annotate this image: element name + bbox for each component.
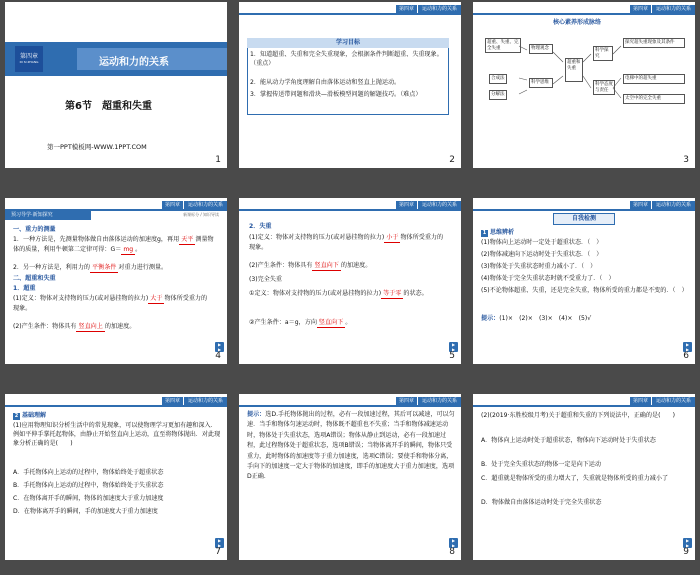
slide-header: 第四章 运动和力的关系 [630, 396, 695, 405]
judge-5: (5)不论物体超重、失重，还是完全失重，物体所受的重力都是不变的．（ ） [481, 287, 688, 294]
preview-tab[interactable]: 预习导学·新知探究 [5, 211, 91, 220]
para-overweight-cond: (2)产生条件：物体具有 竖直向上 的加速度。 [13, 322, 213, 332]
header-band [239, 209, 461, 211]
heading-gravity-measure: 一、重力的测量 [13, 226, 56, 233]
judge-3: (3)物体处于失重状态时重力减小了．（ ） [481, 263, 597, 270]
slide-number: 1 [215, 155, 221, 165]
objectives-title: 学习目标 [247, 38, 449, 48]
header-band [473, 209, 695, 211]
option-c: C．在物体离开手的瞬间，物体的加速度大于重力加速度 [13, 495, 164, 502]
judge-2: (2)物体减速向下运动时处于失重状态．（ ） [481, 251, 603, 258]
slide-5[interactable] [239, 198, 461, 364]
basic-tag: 2 基础理解 [14, 412, 47, 419]
heading-overweight: 二、超重和失重 [13, 275, 56, 282]
slide-number: 2 [449, 155, 455, 165]
node-c1: 物理观念 [529, 44, 553, 54]
slide-header: 第四章 运动和力的关系 [396, 4, 461, 13]
slide-header: 第四章 运动和力的关系 [162, 396, 227, 405]
concept-map [485, 32, 685, 122]
tag-icon: 2 [14, 413, 19, 419]
para-complete-cond: ②产生条件：a＝g，方向 竖直向下 。 [249, 318, 449, 328]
objective-3: 3．掌握传送带问题和滑块—滑板模型问题的解题技巧。（难点） [250, 91, 422, 98]
node-f3: 太空中的完全失重 [623, 94, 685, 104]
option-a: A．物体向上运动时处于超重状态，物体向下运动时处于失重状态 [481, 437, 656, 444]
para-weightless-cond: (2)产生条件：物体具有 竖直向下 的加速度。 [249, 261, 449, 271]
thinking-tag: 1 思维辨析 [482, 229, 515, 236]
slide-3[interactable] [473, 2, 695, 168]
header-band [239, 13, 461, 15]
slide-header: 第四章 运动和力的关系 [630, 4, 695, 13]
node-left2: 合成法 [489, 74, 507, 84]
footer-text: 第一PPT模板网-WWW.1PPT.COM [47, 143, 147, 151]
node-f2: 电梯中的超失重 [623, 74, 685, 84]
para-method-1: 1．一种方法是，先测量物体做自由落体运动的加速度g，再用 天平 测量物体的质量，利用牛顿第二定律可得：G＝ mg 。 [13, 235, 219, 255]
judge-1: (1)物体向上运动时一定处于超重状态．（ ） [481, 239, 603, 246]
header-band [239, 405, 461, 407]
section-title: 第6节 超重和失重 [65, 101, 152, 112]
header-band [473, 13, 695, 15]
tag-icon: 1 [482, 230, 487, 236]
nav-button[interactable]: ▶ ▶ [449, 538, 458, 548]
option-d: D．物体做自由落体运动时处于完全失重状态 [481, 499, 602, 506]
slide-4[interactable] [5, 198, 227, 364]
slide-header: 第四章 运动和力的关系 [162, 200, 227, 209]
option-c: C．超重就是物体所受的重力增大了，失重就是物体所受的重力减小了 [481, 475, 669, 482]
question-stem: (2)(2019·东胜校级月考)关于超重和失重的下列说法中，正确的是( ) [481, 412, 676, 419]
slide-2[interactable] [239, 2, 461, 168]
answer-explanation: 提示：选D.手托物体抛出的过程，必有一段加速过程，其后可以减速，可以匀速．当手和物体匀速运动时，物体既不超重也不失重；当手和物体减速运动时，物体处于失重状态，选项A错误；物体从静止到运动，必有一段加速过程，此过程物体处于超重状态，选项B错误；当物体离开手的瞬间，物体只受重力，此时物体的加速度等于重力加速度，选项C错误；要使手和物体分离，手向下的加速度一定大于物体的加速度，即手的加速度大于重力加速度，选项D正确． [247, 411, 455, 481]
slide-number: 8 [449, 547, 455, 557]
para-overweight-def: (1)定义：物体对支持物的压力(或对悬挂物的拉力) 大于 物体所受重力的现象。 [13, 295, 208, 313]
heading-overweight-1: 1．超重 [13, 285, 36, 292]
header-band [5, 405, 227, 407]
heading-weightless: 2．失重 [249, 223, 272, 230]
para-weightless-def: (1)定义：物体对支持物的压力(或对悬挂物的拉力) 小于 物体所受重力的现象。 [249, 234, 444, 252]
nav-button[interactable]: ▶ ▶ [683, 342, 692, 352]
node-r1: 科学探究 [593, 46, 613, 61]
slide-number: 6 [683, 351, 689, 361]
hint-line: 提示：(1)× (2)× (3)× (4)× (5)√ [481, 315, 592, 322]
question-stem: (1)应用物理知识分析生活中的常见现象，可以使物理学习更加有趣和深入．例如平伸手掌托起物体，由静止开始竖直向上运动，直至将物体抛出．对此现象分析正确的是( ) [13, 422, 221, 448]
nav-button[interactable]: ▶ ▶ [215, 342, 224, 352]
para-complete-def: ①定义：物体对支持物的压力(或对悬挂物的拉力) 等于零 的状态。 [249, 289, 449, 299]
chapter-title: 运动和力的关系 [99, 57, 169, 68]
slide-number: 3 [683, 155, 689, 165]
node-left1: 超重、失重、完全失重 [485, 38, 521, 53]
slide-9[interactable] [473, 394, 695, 560]
nav-button[interactable]: ▶ ▶ [683, 538, 692, 548]
preview-tab-right: 新课标分 / 知识导读 [183, 212, 219, 217]
para-method-2: 2．另一种方法是，利用力的 平衡条件 对重力进行测量。 [13, 263, 219, 273]
slide-number: 9 [683, 547, 689, 557]
option-d: D．在物体离开手的瞬间，手的加速度大于重力加速度 [13, 508, 158, 515]
slide-6[interactable] [473, 198, 695, 364]
node-center: 超重和失重 [565, 58, 583, 82]
nav-button[interactable]: ▶ ▶ [449, 342, 458, 352]
slide-8[interactable] [239, 394, 461, 560]
slide-number: 5 [449, 351, 455, 361]
option-a: A．手托物体向上运动的过程中，物体始终处于超重状态 [13, 469, 164, 476]
node-left3: 分解法 [489, 90, 507, 100]
header-band [473, 405, 695, 407]
chapter-badge: 第四章 DI SI ZHANG [15, 46, 43, 72]
heading-complete-weightless: (3)完全失重 [249, 276, 283, 283]
slide-header: 第四章 运动和力的关系 [630, 200, 695, 209]
judge-4: (4)物体处于完全失重状态时就不受重力了．（ ） [481, 275, 615, 282]
slide-header: 第四章 运动和力的关系 [396, 396, 461, 405]
slide-number: 7 [215, 547, 221, 557]
objective-1: 1．知道超重、失重和完全失重现象，会根据条件判断超重、失重现象。（重点） [250, 51, 443, 68]
self-check-title: 自我检测 [553, 213, 615, 225]
nav-button[interactable]: ▶ ▶ [215, 538, 224, 548]
slide-number: 4 [215, 351, 221, 361]
literacy-title: 核心素养形成脉络 [553, 19, 602, 26]
slide-header: 第四章 运动和力的关系 [396, 200, 461, 209]
slide-1[interactable] [5, 2, 227, 168]
slide-7[interactable] [5, 394, 227, 560]
node-f1: 探究超失重现象及其条件 [623, 38, 685, 48]
objective-2: 2．能从动力学角度理解自由落体运动和竖直上抛运动。 [250, 79, 401, 86]
option-b: B．处于完全失重状态的物体一定是向下运动 [481, 461, 601, 468]
option-b: B．手托物体向上运动的过程中，物体始终处于失重状态 [13, 482, 164, 489]
node-r2: 科学态度与责任 [593, 80, 615, 95]
node-c2: 科学思维 [529, 78, 553, 88]
